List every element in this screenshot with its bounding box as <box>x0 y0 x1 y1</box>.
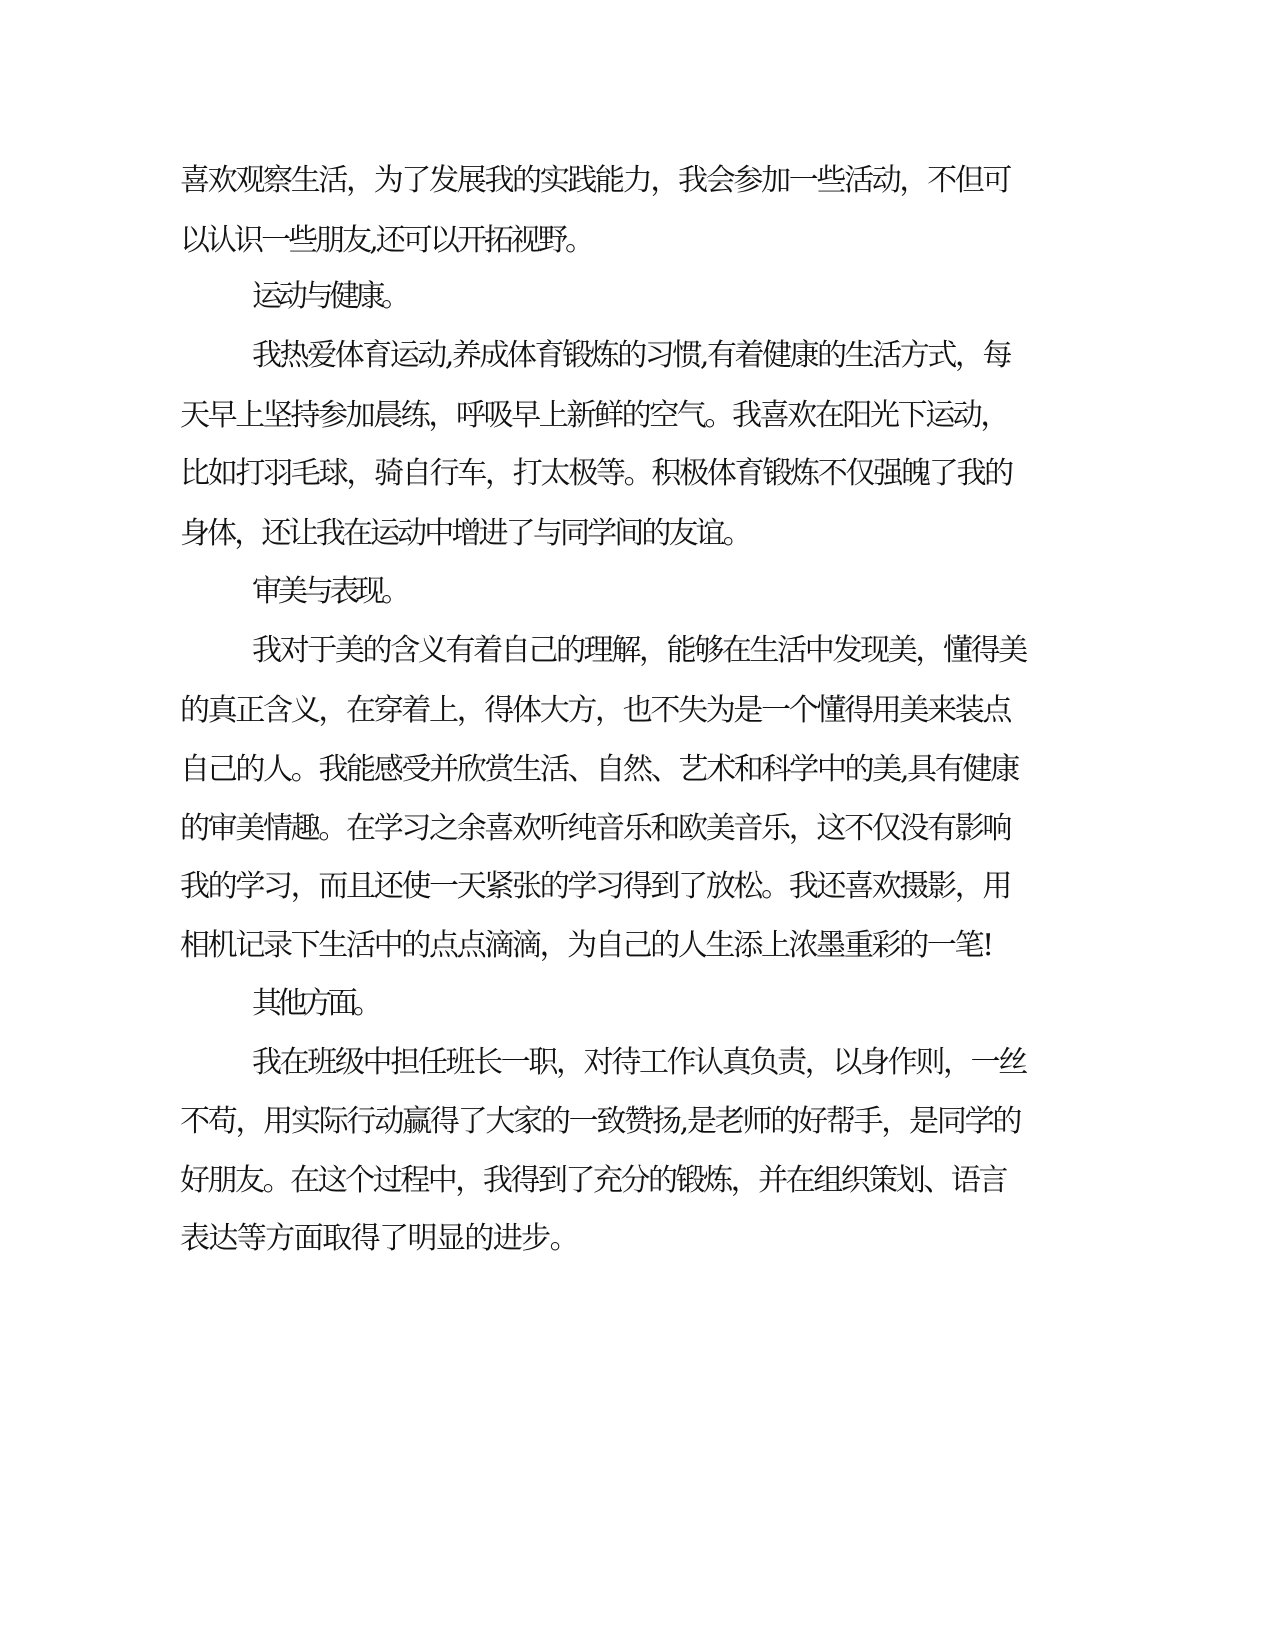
text-line: 相机记录下生活中的点点滴滴，为自己的人生添上浓墨重彩的一笔! <box>180 928 992 963</box>
text-line: 以认识一些朋友,还可以开拓视野。 <box>180 223 593 258</box>
text-line: 的审美情趣。在学习之余喜欢听纯音乐和欧美音乐，这不仅没有影响 <box>180 811 1011 846</box>
text-line: 表达等方面取得了明显的进步。 <box>180 1221 579 1256</box>
section-heading: 运动与健康。 <box>252 279 407 314</box>
text-line: 好朋友。在这个过程中，我得到了充分的锻炼，并在组织策划、语言 <box>180 1163 1006 1198</box>
text-line: 我的学习，而且还使一天紧张的学习得到了放松。我还喜欢摄影，用 <box>180 869 1011 904</box>
text-line: 的真正含义，在穿着上，得体大方，也不失为是一个懂得用美来装点 <box>180 693 1011 728</box>
text-line: 身体，还让我在运动中增进了与同学间的友谊。 <box>180 516 750 551</box>
text-line: 天早上坚持参加晨练，呼吸早上新鲜的空气。我喜欢在阳光下运动， <box>180 398 1008 433</box>
text-line: 喜欢观察生活，为了发展我的实践能力，我会参加一些活动，不但可 <box>180 163 1011 198</box>
section-heading: 其他方面。 <box>252 986 378 1021</box>
text-line: 我在班级中担任班长一职，对待工作认真负责，以身作则，一丝 <box>252 1045 1026 1080</box>
section-heading: 审美与表现。 <box>252 574 407 609</box>
text-line: 我对于美的含义有着自己的理解，能够在生活中发现美，懂得美 <box>252 633 1026 668</box>
text-line: 自己的人。我能感受并欣赏生活、自然、艺术和科学中的美,具有健康 <box>180 752 1018 787</box>
text-line: 我热爱体育运动,养成体育锻炼的习惯,有着健康的生活方式，每 <box>252 338 1011 373</box>
text-line: 不苟，用实际行动赢得了大家的一致赞扬,是老师的好帮手，是同学的 <box>180 1104 1021 1139</box>
text-line: 比如打羽毛球，骑自行车，打太极等。积极体育锻炼不仅强魄了我的 <box>180 456 1012 491</box>
